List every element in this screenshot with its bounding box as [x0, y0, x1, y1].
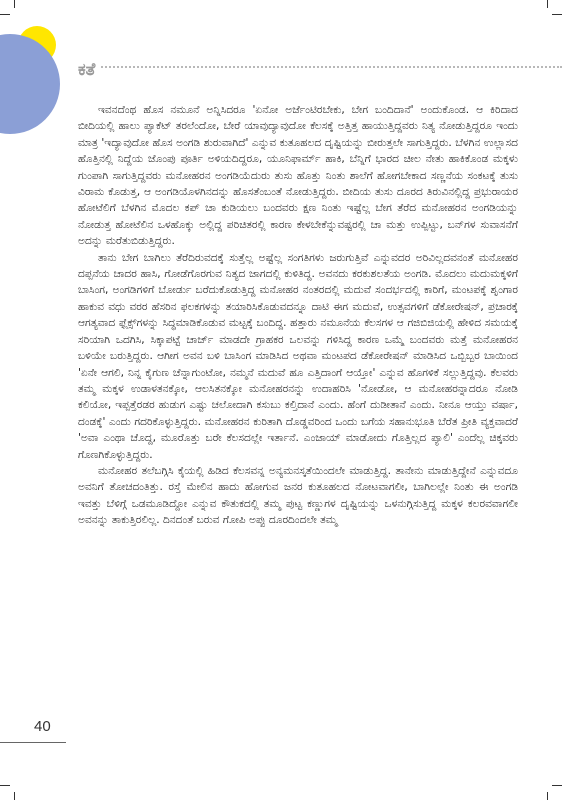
paragraph: ಇವನದೆಂಥ ಹೊಸ ನಮೂನೆ ಅನ್ನಿಸಿದರೂ 'ಏನೋ ಅರ್ಜೆಂಟಿರಬೇಕು, ಬೇಗ ಬಂದಿದಾನೆ' ಅಂದುಕೊಂಡ. ಆ ಕಿರಿದಾದ ಬೀದಿಯಲ್ಲಿ ಹಾಲು ಪ್ಯಾಕೆಟ್ ತರಲೆಂದೋ, ಬೇರೆ ಯಾವುದ್ಯಾವುದೋ ಕೆಲಸಕ್ಕೆ ಅತ್ತಿತ್ತ ಹಾಯುತ್ತಿದ್ದವರು ನಿತ್ಯ ನೋಡುತ್ತಿದ್ದರೂ ಇಂದು ಮಾತ್ರ 'ಇದ್ಯಾವುದೋ ಹೊಸ ಅಂಗಡಿ ಶುರುವಾಗಿದೆ' ಎನ್ನುವ ಕುತೂಹಲದ ದೃಷ್ಟಿಯನ್ನು ಬೀರುತ್ತಲೇ ಸಾಗುತ್ತಿದ್ದರು. ಬೆಳಗಿನ ಉಲ್ಲಾಸದ ಹೊತ್ತಿನಲ್ಲಿ ನಿದ್ದೆಯ ಜೊಂಪು ಪೂರ್ತಿ ಅಳಿಯದಿದ್ದರೂ, ಯೂನಿಫಾರ್ಮ್ ಹಾಕಿ, ಬೆನ್ನಿಗೆ ಭಾರದ ಚೀಲ ನೇತು ಹಾಕಿಕೊಂಡ ಮಕ್ಕಳು ಗುಂಪಾಗಿ ಸಾಗುತ್ತಿದ್ದವರು ಮನೋಹರನ ಅಂಗಡಿಯೆದುರು ತುಸು ಹೊತ್ತು ನಿಂತು ಶಾಲೆಗೆ ಹೋಗಬೇಕಾದ ಸಣ್ಣನೆಯ ಸಂಕಟಕ್ಕೆ ತುಸು ವಿರಾಮ ಕೊಡುತ್ತ, ಆ ಅಂಗಡಿಯೊಳಗಿನದನ್ನು ಹೊಸತೆಂಬಂತೆ ನೋಡುತ್ತಿದ್ದರು. ಬೀದಿಯ ತುಸು ದೂರದ ತಿರುವಿನಲ್ಲಿದ್ದ ಪ್ರಭುರಾಯರ ಹೋಟೆಲಿಗೆ ಬೆಳಗಿನ ಮೊದಲ ಕಪ್ ಚಾ ಕುಡಿಯಲು ಬಂದವರು ಕ್ಷಣ ನಿಂತು ಇಷ್ಟೆಲ್ಲ ಬೇಗ ತೆರೆದ ಮನೋಹರನ ಅಂಗಡಿಯನ್ನು ನೋಡುತ್ತ ಹೋಟೆಲಿನ ಒಳಹೊಕ್ಕು ಅಲ್ಲಿದ್ದ ಪರಿಚಿತರಲ್ಲಿ ಕಾರಣ ಕೇಳಬೇಕೆನ್ನುವಷ್ಟರಲ್ಲಿ ಚಾ ಮತ್ತು ಉಪ್ಪಿಟ್ಟು, ಬನ್‌ಗಳ ಸುವಾಸನೆಗೆ ಅದನ್ನು ಮರೆತುಬಿಡುತ್ತಿದ್ದರು. [78, 104, 518, 248]
section-title: ಕತೆ [78, 60, 101, 80]
paragraph: ತಾನು ಬೇಗ ಬಾಗಿಲು ತೆರೆದಿರುವದಕ್ಕೆ ಸುತ್ತೆಲ್ಲ ಅಷ್ಟೆಲ್ಲ ಸಂಗತಿಗಳು ಜರುಗುತ್ತಿವೆ ಎನ್ನುವದರ ಅರಿವಿಲ್ಲದವನಂತೆ ಮನೋಹರ ದಪ್ಪನೆಯ ಚಾದರ ಹಾಸಿ, ಗೋಡೆಗೊರಗುವ ನಿತ್ಯದ ಜಾಗದಲ್ಲಿ ಕುಳಿತಿದ್ದ. ಅವನದು ಕರಕುಶಲತೆಯ ಅಂಗಡಿ. ಮೊದಲು ಮದುಮಕ್ಕಳಿಗೆ ಬಾಸಿಂಗ, ಅಂಗಡಿಗಳಿಗೆ ಬೋರ್ಡು ಬರೆದುಕೊಡುತ್ತಿದ್ದ ಮನೋಹರ ನಂತರದಲ್ಲಿ ಮದುವೆ ಸಂದರ್ಭದಲ್ಲಿ ಕಾರಿಗೆ, ಮಂಟಪಕ್ಕೆ ಶೃಂಗಾರ ಹಾಕುವ ವಧು ವರರ ಹೆಸರಿನ ಫಲಕಗಳನ್ನು ತಯಾರಿಸಿಕೊಡುವದನ್ನೂ ದಾಟಿ ಈಗ ಮದುವೆ, ಉತ್ಸವಗಳಿಗೆ ಡೆಕೋರೇಷನ್, ಪ್ರಚಾರಕ್ಕೆ ಆಗತ್ಯವಾದ ಫ್ಲೆಕ್ಸ್‌ಗಳನ್ನು ಸಿದ್ಧಮಾಡಿಕೊಡುವ ಮಟ್ಟಕ್ಕೆ ಬಂದಿದ್ದ. ಹತ್ತಾರು ನಮೂನೆಯ ಕೆಲಸಗಳ ಆ ಗಜಿಬಿಜಿಯಲ್ಲಿ ಹೇಳಿದ ಸಮಯಕ್ಕೆ ಸರಿಯಾಗಿ ಒದಗಿಸಿ, ಸಿಕ್ಕಾಪಟ್ಟೆ ಚಾರ್ಜ್ ಮಾಡದೇ ಗ್ರಾಹಕರ ಒಲವನ್ನು ಗಳಿಸಿದ್ದ ಕಾರಣ ಒಮ್ಮೆ ಬಂದವರು ಮತ್ತೆ ಮನೋಹರನ ಬಳಿಯೇ ಬರುತ್ತಿದ್ದರು. ಆಗೀಗ ಅವನ ಬಳಿ ಬಾಸಿಂಗ ಮಾಡಿಸಿದ ಅಥವಾ ಮಂಟಪದ ಡೆಕೋರೇಷನ್ ಮಾಡಿಸಿದ ಒಬ್ಬಿಬ್ಬರ ಬಾಯಿಂದ 'ಏನೇ ಆಗಲಿ, ನಿನ್ನ ಕೈಗುಣ ಚೆನ್ನಾಗುಂಟೋ, ನಮ್ಮನೆ ಮದುವೆ ಹೂ ಎತ್ತಿದಾಂಗೆ ಆಯ್ತೋ' ಎನ್ನುವ ಹೊಗಳಿಕೆ ಸಲ್ಲುತ್ತಿದ್ದವು. ಕೆಲವರು ತಮ್ಮ ಮಕ್ಕಳ ಉಡಾಳತನಕ್ಕೋ, ಆಲಸಿತನಕ್ಕೋ ಮನೋಹರನನ್ನು ಉದಾಹರಿಸಿ 'ನೋಡೋ, ಆ ಮನೋಹರನ್ನಾದರೂ ನೋಡಿ ಕಲಿಯೋ, ಇಪ್ಪತ್ತೆರಡರ ಹುಡುಗ ಎಷ್ಟು ಚಲೋದಾಗಿ ಕಸುಬು ಕಲ್ತಿದಾನೆ ಎಂದು. ಹೆಂಗೆ ದುಡೀತಾನೆ ಎಂದು. ನೀನೂ ಆಯ್ತು ವರ್ಷಾ, ದಂಡಕ್ಕೆ' ಎಂದು ಗದರಿಕೊಳ್ಳುತ್ತಿದ್ದರು. ಮನೋಹರನ ಕುರಿತಾಗಿ ದೊಡ್ಡವರಿಂದ ಒಂದು ಬಗೆಯ ಸಹಾನುಭೂತಿ ಬೆರೆತ ಪ್ರೀತಿ ವ್ಯಕ್ತವಾದರೆ 'ಅವಾ ಎಂಥಾ ಚೊದ್ದ, ಮೂರೊತ್ತು ಬರೇ ಕೆಲಸದಲ್ಲೇ ಇರ್ತಾನೆ. ಎಂಜಾಯ್ ಮಾಡೋದು ಗೊತ್ತಿಲ್ಲದ ಪ್ಯಾಲಿ' ಎಂದೆಲ್ಲ ಚಿಕ್ಕವರು ಗೊಣಗಿಕೊಳ್ಳುತ್ತಿದ್ದರು. [78, 251, 518, 461]
article-body [78, 102, 518, 762]
crop-mark-bottom-right-h [552, 785, 562, 786]
paragraph: ಮನೋಹರ ತಲೆಬಗ್ಗಿಸಿ ಕೈಯಲ್ಲಿ ಹಿಡಿದ ಕೆಲಸವನ್ನ ಅನ್ಯಮನಸ್ಕತೆಯಿಂದಲೇ ಮಾಡುತ್ತಿದ್ದ. ತಾನೇನು ಮಾಡುತ್ತಿದ್ದೇನೆ ಎನ್ನುವದೂ ಅವನಿಗೆ ತೋಚದಂತಿತ್ತು. ರಸ್ತೆ ಮೇಲಿನ ಹಾದು ಹೋಗುವ ಜನರ ಕುತೂಹಲದ ನೋಟವಾಗಲೀ, ಬಾಗಿಲಲ್ಲೇ ನಿಂತು ಈ ಅಂಗಡಿ ಇವತ್ತು ಬೆಳಿಗ್ಗೆ ಒಡಮೂಡಿದ್ದೋ ಎನ್ನುವ ಕೌತುಕದಲ್ಲಿ ತಮ್ಮ ಪುಟ್ಟ ಕಣ್ಣುಗಳ ದೃಷ್ಟಿಯನ್ನು ಒಳನುಗ್ಗಿಸುತ್ತಿದ್ದ ಮಕ್ಕಳ ಕಲರವವಾಗಲೀ ಅವನನ್ನು ತಾಕುತ್ತಿರಲಿಲ್ಲ. ದಿನದಂತೆ ಬರುವ ಗೋಪಿ ಅಪ್ಪು ದೂರದಿಂದಲೇ ತಮ್ಮ [78, 464, 518, 527]
crop-mark-top-left-h [0, 14, 10, 15]
page-number: 40 [34, 718, 51, 735]
header-dotted-rule [78, 66, 562, 68]
page-number-rule [0, 742, 66, 743]
crop-mark-bottom-left-v [14, 792, 15, 800]
crop-mark-top-right-v [547, 0, 548, 8]
crop-mark-bottom-right-v [547, 792, 548, 800]
crop-mark-bottom-left-h [0, 785, 10, 786]
crop-mark-top-right-h [552, 14, 562, 15]
crop-mark-top-left-v [14, 0, 15, 8]
